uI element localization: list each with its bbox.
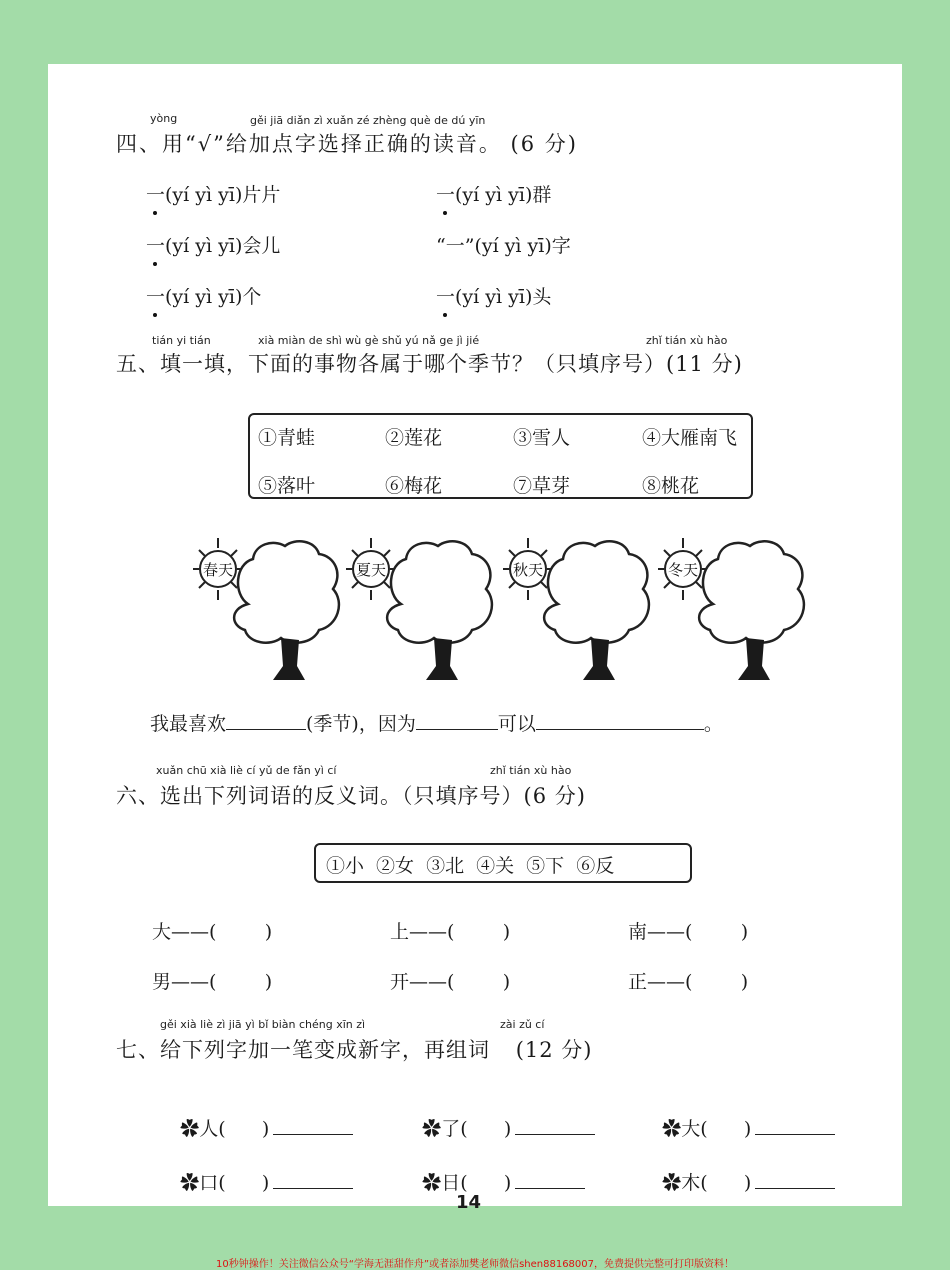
sentence-part: 可以	[497, 713, 536, 735]
season-label: 秋天	[512, 561, 544, 579]
q7-char[interactable]: 日( )	[441, 1172, 512, 1194]
dotted-char: 一	[146, 282, 165, 309]
q6-pinyin-1: xuǎn chū xià liè cí yǔ de fǎn yì cí	[156, 764, 337, 777]
flower-icon: ✿	[180, 1118, 200, 1140]
q5-pinyin-1: tián yi tián	[152, 334, 211, 347]
season-label: 夏天	[355, 561, 387, 579]
q4-options[interactable]: (yí yì yī)	[455, 184, 533, 206]
q4-pinyin-title: gěi jiā diǎn zì xuǎn zé zhèng què de dú yīn	[250, 114, 486, 127]
q6-pair[interactable]: 大——( )	[152, 921, 273, 943]
q7-pinyin-1: gěi xià liè zì jiā yì bǐ biàn chéng xīn zì	[160, 1018, 366, 1031]
season-tree-autumn[interactable]	[503, 534, 658, 682]
word-blank[interactable]	[755, 1188, 835, 1189]
q5-sentence	[150, 709, 723, 736]
sentence-part: (季节)，因为	[306, 713, 416, 735]
q4-options[interactable]: (yí yì yī)	[455, 286, 533, 308]
q4-row-4	[436, 231, 571, 258]
q7-char[interactable]: 口( )	[199, 1172, 270, 1194]
q7-item	[638, 1146, 835, 1217]
flower-icon: ✿	[422, 1172, 442, 1194]
season-blank[interactable]	[226, 729, 306, 730]
page-number: 14	[456, 1192, 482, 1213]
q5-items-box	[248, 413, 753, 499]
q4-title-text: 用“√”给加点字选择正确的读音。	[162, 132, 502, 156]
sentence-part: 我最喜欢	[150, 713, 227, 735]
q7-char[interactable]: 大( )	[681, 1118, 752, 1140]
flower-icon: ✿	[422, 1118, 442, 1140]
quoted-char: “一”	[436, 235, 475, 257]
flower-icon: ✿	[180, 1172, 200, 1194]
q4-word: 会儿	[242, 235, 281, 257]
flower-icon: ✿	[662, 1118, 682, 1140]
q7-char[interactable]: 木( )	[681, 1172, 752, 1194]
q7-title	[116, 1034, 592, 1064]
q5-item: ⑤落叶	[258, 475, 316, 497]
dotted-char: 一	[146, 231, 165, 258]
q4-options[interactable]: (yí yì yī)	[165, 235, 243, 257]
q6-pinyin-2: zhǐ tián xù hào	[490, 764, 572, 777]
q5-item: ④大雁南飞	[642, 427, 738, 449]
q4-word: 群	[532, 184, 552, 206]
season-label: 春天	[202, 561, 234, 579]
q4-word: 片片	[242, 184, 281, 206]
dotted-char: 一	[146, 180, 165, 207]
dotted-char: 一	[436, 282, 455, 309]
q4-options[interactable]: (yí yì yī)	[165, 286, 243, 308]
q6-pair[interactable]: 男——( )	[152, 971, 273, 993]
q4-title	[116, 128, 578, 158]
q6-pair[interactable]: 开——( )	[390, 971, 511, 993]
season-tree-summer[interactable]	[346, 534, 501, 682]
q7-pinyin-2: zài zǔ cí	[500, 1018, 545, 1031]
q5-item: ①青蛙	[258, 427, 316, 449]
q7-score: (12 分)	[515, 1038, 593, 1062]
q4-row-5	[146, 282, 261, 309]
q4-row-2	[436, 180, 551, 207]
word-blank[interactable]	[515, 1134, 595, 1135]
q4-options[interactable]: (yí yì yī)	[474, 235, 552, 257]
q4-word: 字	[551, 235, 571, 257]
q7-item	[398, 1146, 585, 1217]
q7-item	[156, 1146, 353, 1217]
q4-score: (6 分)	[510, 132, 578, 156]
q5-pinyin-2: xià miàn de shì wù gè shǔ yú nǎ ge jì jié	[258, 334, 480, 347]
flower-icon: ✿	[662, 1172, 682, 1194]
sentence-part: 。	[703, 713, 723, 735]
q5-item: ⑦草芽	[513, 475, 571, 497]
q6-options: ①小 ②女 ③北 ④关 ⑤下 ⑥反	[326, 855, 615, 877]
word-blank[interactable]	[273, 1188, 353, 1189]
season-tree-spring[interactable]	[193, 534, 348, 682]
promo-footer: 10秒钟操作！关注微信公众号“学海无涯甜作舟”或者添加樊老师微信shen88168007，免费提供完整可打印版资料！	[215, 1259, 735, 1270]
q6-title: 六、选出下列词语的反义词。（只填序号）(6 分)	[116, 784, 586, 808]
q4-number: 四、	[116, 132, 162, 156]
q5-pinyin-3: zhǐ tián xù hào	[646, 334, 728, 347]
word-blank[interactable]	[755, 1134, 835, 1135]
q4-word: 个	[242, 286, 262, 308]
q6-pair[interactable]: 上——( )	[390, 921, 511, 943]
q5-item: ②莲花	[385, 427, 443, 449]
q5-item: ③雪人	[513, 427, 571, 449]
worksheet-page	[48, 64, 902, 1213]
q5-item: ⑥梅花	[385, 475, 443, 497]
q6-pair[interactable]: 正——( )	[628, 971, 749, 993]
q6-options-box	[314, 843, 692, 883]
q5-title: 五、填一填，下面的事物各属于哪个季节？（只填序号）(11 分)	[116, 352, 743, 376]
activity-blank[interactable]	[536, 729, 704, 730]
reason-blank[interactable]	[416, 729, 498, 730]
q4-pinyin-yong: yòng	[150, 112, 178, 125]
word-blank[interactable]	[515, 1188, 585, 1189]
season-label: 冬天	[667, 561, 699, 579]
q7-title-text: 七、给下列字加一笔变成新字，再组词	[116, 1038, 490, 1062]
q7-char[interactable]: 人( )	[199, 1118, 270, 1140]
q4-row-3	[146, 231, 280, 258]
q4-word: 头	[532, 286, 552, 308]
q4-row-6	[436, 282, 551, 309]
q4-options[interactable]: (yí yì yī)	[165, 184, 243, 206]
q7-char[interactable]: 了( )	[441, 1118, 512, 1140]
q6-pair[interactable]: 南——( )	[628, 921, 749, 943]
word-blank[interactable]	[273, 1134, 353, 1135]
q4-row-1	[146, 180, 280, 207]
q5-item: ⑧桃花	[642, 475, 700, 497]
dotted-char: 一	[436, 180, 455, 207]
season-tree-winter[interactable]	[658, 534, 813, 682]
